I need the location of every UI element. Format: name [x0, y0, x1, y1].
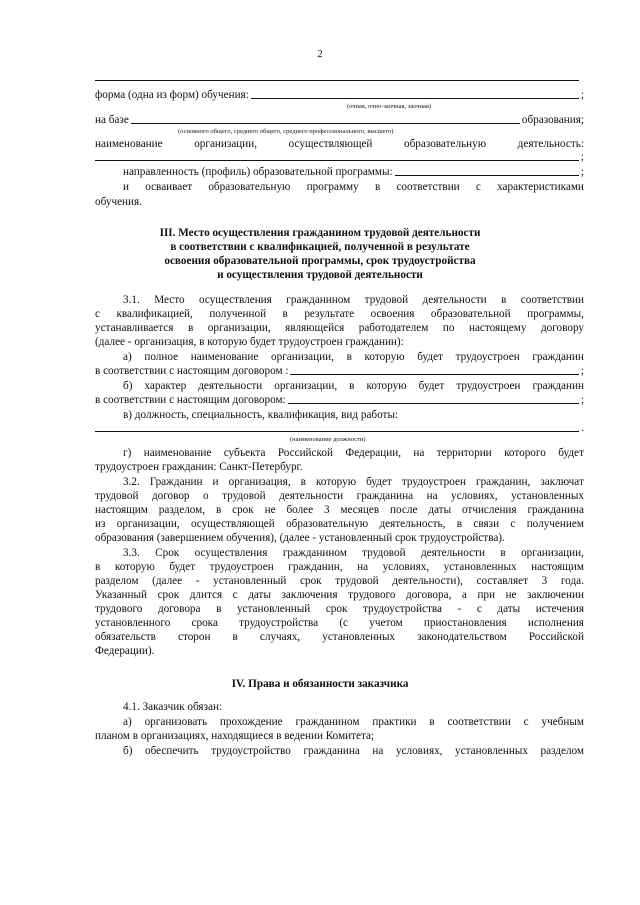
- s4-pa-text-1: а) организовать прохождение гражданином практики в соответствии с учебным: [123, 716, 584, 728]
- p41-line: 4.1. Заказчик обязан:: [123, 701, 223, 713]
- base-label: на базе: [95, 114, 129, 126]
- form-label: форма (одна из форм) обучения:: [95, 89, 249, 101]
- s4-pb-line-1: [123, 744, 584, 758]
- pb-text-2: в соответствии с настоящим договором:: [95, 394, 286, 406]
- masters-line-1: [123, 180, 584, 194]
- s4-pb-text-1: б) обеспечить трудоустройство гражданина на условиях, установленных разделом: [123, 745, 584, 757]
- form-line: [95, 88, 584, 102]
- org-word: образовательную: [404, 138, 487, 150]
- p31-text-2: с квалификацией, полученной в результате освоения образовательной программы,: [95, 308, 584, 320]
- section3-heading-3: освоения образовательной программы, срок трудоустройства: [164, 255, 476, 267]
- s4-pa-line-1: [123, 715, 584, 729]
- org-end: ;: [580, 151, 584, 163]
- p31-line-3: [95, 321, 584, 335]
- pa-text-2: в соответствии с настоящим договором :: [95, 365, 289, 377]
- pg-line-1: [123, 446, 584, 460]
- p31-line-2: [95, 307, 584, 321]
- p32-line-3: [95, 503, 584, 517]
- s4-pa-line-2: планом в организациях, находящиеся в ведении Комитета;: [95, 730, 375, 742]
- p32-text-4: из организации, осуществляющей образовательную деятельность, в связи с получением: [95, 518, 584, 530]
- masters-line-2: обучения.: [95, 196, 142, 208]
- p33-line-4: [95, 588, 584, 602]
- pb-line-1: [123, 379, 584, 393]
- p32-line-2: [95, 489, 584, 503]
- p33-text-5: трудового договора в установленный срок трудоустройства - с даты истечения: [95, 603, 584, 615]
- pv-blank: [95, 421, 579, 432]
- p31-line-4: (далее - организация, в которую будет трудоустроен гражданин):: [95, 336, 404, 348]
- p33-text-7: обязательств сторон в случаях, установленных законодательством Российской: [95, 631, 584, 643]
- pa-blank: [290, 364, 578, 375]
- masters-text-1: и осваивает образовательную программу в соответствии с характеристиками: [123, 181, 584, 193]
- pb-line-2: [95, 393, 584, 407]
- org-word: организации,: [194, 138, 258, 150]
- p33-text-4: Указанный срок длится с даты заключения трудового договора, а при не заключении: [95, 589, 584, 601]
- form-blank: [251, 88, 579, 99]
- p32-text-2: трудовой договор о трудовой деятельности гражданина на условиях, установленных: [95, 490, 584, 502]
- p33-line-7: [95, 630, 584, 644]
- org-word: осуществляющей: [288, 138, 373, 150]
- pa-text-1: а) полное наименование организации, в которую будет трудоустроен гражданин: [123, 351, 584, 363]
- p33-line-3: [95, 574, 584, 588]
- p33-text-3: разделом (далее - установленный срок трудовой деятельности), составляет 3 года.: [95, 575, 584, 587]
- pa-line-1: [123, 350, 584, 364]
- pv-end: .: [581, 422, 584, 434]
- org-line: [95, 137, 584, 151]
- pg-line-2: трудоустроен гражданин: Санкт-Петербург.: [95, 461, 303, 473]
- pv-hint: (наименование должности): [290, 436, 366, 443]
- section4-heading: IV. Права и обязанности заказчика: [231, 678, 409, 690]
- p32-line-4: [95, 517, 584, 531]
- org-blank: [95, 150, 579, 161]
- p31-text-1: 3.1. Место осуществления гражданином трудовой деятельности в соответствии: [123, 294, 584, 306]
- profile-blank: [395, 165, 579, 176]
- base-hint: (основного общего, среднего общего, среднего профессионального, высшего): [178, 128, 394, 135]
- base-blank: [131, 113, 520, 124]
- org-blank-line: [95, 150, 584, 164]
- p31-text-3: устанавливается в организации, являющейся работодателем по настоящему договору: [95, 322, 584, 334]
- pv-line-1: в) должность, специальность, квалификация, вид работы:: [123, 409, 399, 421]
- pv-blank-line: [95, 421, 584, 435]
- p32-line-5: образования (завершением обучения), (далее - установленный срок трудоустройства).: [95, 532, 505, 544]
- section3-heading-1: III. Место осуществления гражданином трудовой деятельности: [159, 227, 481, 239]
- base-end: образования;: [521, 114, 584, 126]
- p33-line-1: [123, 546, 584, 560]
- pg-text-1: г) наименование субъекта Российской Федерации, на территории которого будет: [123, 447, 584, 459]
- top-rule: [95, 80, 579, 81]
- p33-text-1: 3.3. Срок осуществления гражданином трудовой деятельности в организации,: [123, 547, 584, 559]
- org-word: деятельность:: [517, 138, 584, 150]
- section3-heading-4: и осуществления трудовой деятельности: [217, 269, 423, 281]
- section3-heading-2: в соответствии с квалификацией, полученной в результате: [170, 241, 470, 253]
- p31-line-1: [123, 293, 584, 307]
- base-line: [95, 113, 584, 127]
- form-hint: (очная, очно-заочная, заочная): [347, 103, 432, 110]
- p33-text-2: в которую будет трудоустроен гражданин, на условиях, установленных настоящим: [95, 561, 584, 573]
- pa-end: ;: [580, 365, 584, 377]
- org-word: наименование: [95, 138, 163, 150]
- p33-line-6: [95, 616, 584, 630]
- form-end: ;: [580, 89, 584, 101]
- p32-text-3: настоящим разделом, в срок не более 3 месяцев после даты отчисления гражданина: [95, 504, 584, 516]
- p32-line-1: [123, 475, 584, 489]
- profile-end: ;: [580, 166, 584, 178]
- p33-line-8: Федерации).: [95, 645, 155, 657]
- pb-end: ;: [580, 394, 584, 406]
- profile-label: направленность (профиль) образовательной программы:: [123, 166, 393, 178]
- p33-line-2: [95, 560, 584, 574]
- p33-text-6: установленного срока трудоустройства (с учетом приостановления исполнения: [95, 617, 584, 629]
- p32-text-1: 3.2. Гражданин и организация, в которую будет трудоустроен гражданин, заключат: [123, 476, 584, 488]
- p33-line-5: [95, 602, 584, 616]
- profile-line: [123, 165, 584, 179]
- page-number: 2: [317, 48, 323, 60]
- pb-blank: [288, 393, 579, 404]
- pa-line-2: [95, 364, 584, 378]
- pb-text-1: б) характер деятельности организации, в которую будет трудоустроен гражданин: [123, 380, 584, 392]
